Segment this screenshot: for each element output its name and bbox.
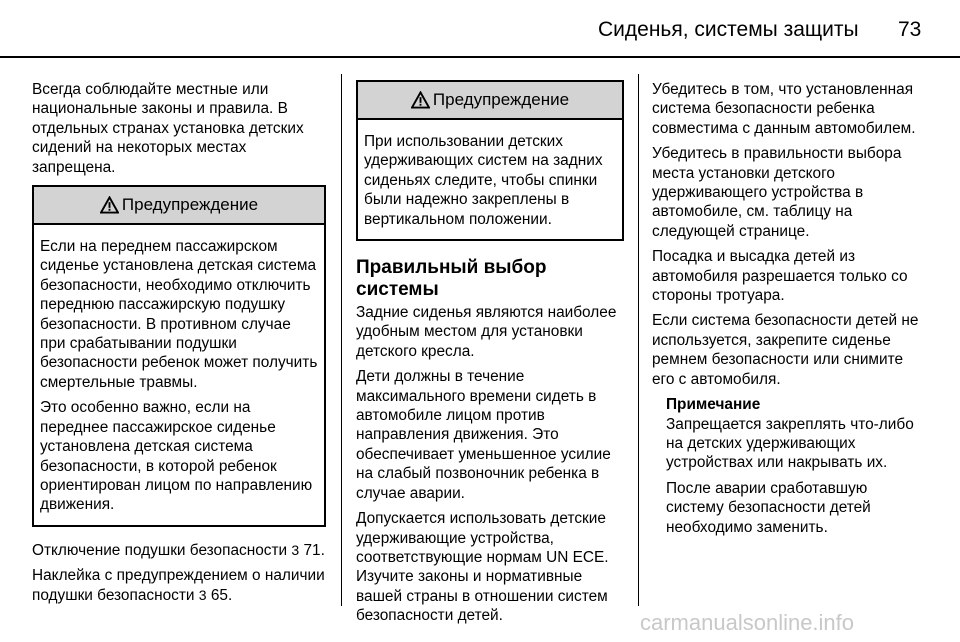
column-2 [356, 80, 624, 632]
warning-triangle-icon [100, 196, 119, 214]
airbag-deactivation-reference: Отключение подушки безопасности 3 71. [32, 541, 325, 559]
paragraph-seat-position: Убедитесь в правильности выбора места установки детского удерживающего устройства в автомобиле, см. таблицу на следующей странице. [652, 145, 902, 240]
note-block [652, 395, 928, 537]
reference-page: 71. [303, 541, 325, 559]
page-header [0, 0, 960, 60]
page-reference-arrow-icon: 3 [198, 586, 207, 603]
warning-triangle-icon [411, 91, 430, 109]
warning-header [34, 187, 324, 225]
column-divider-1 [341, 74, 342, 606]
paragraph-rear-seats: Задние сиденья являются наиболее удобным местом для установки детского кресла. [356, 304, 617, 360]
page-number: 73 [898, 18, 922, 41]
paragraph-rear-facing: Дети должны в течение максимального времени сидеть в автомобиле лицом против направления движения. Это обеспечивает уменьшенное усилие на слабый позвоночник ребенка в случае аварии. [356, 368, 611, 502]
warning-body [358, 120, 622, 239]
paragraph-unused-system: Если система безопасности детей не используется, закрепите сиденье ремнем безопасности или снимите его с автомобиля. [652, 312, 919, 388]
reference-page: 65. [210, 586, 233, 604]
section-heading: Правильный выбор системы [356, 257, 547, 301]
warning-paragraph-2: Это особенно важно, если на переднее пассажирское сиденье установлена детская система безопасности, в которой ребенок ориентирован лицом по направлению движения. [40, 399, 313, 514]
note-paragraph-1: Запрещается закреплять что-либо на детских удерживающих устройствах или накрывать их. [666, 415, 914, 472]
note-paragraph-2: После аварии сработавшую систему безопасности детей необходимо заменить. [666, 479, 871, 536]
airbag-label-reference: Наклейка с предупреждением о наличии подушки безопасности 3 65. [32, 567, 325, 604]
paragraph-compatibility: Убедитесь в том, что установленная система безопасности ребенка совместима с данным автомобилем. [652, 81, 916, 137]
note-title: Примечание [666, 396, 761, 414]
intro-paragraph: Всегда соблюдайте местные или национальные законы и правила. В отдельных странах установка детских сидений на некоторых местах запрещена. [32, 81, 304, 176]
paragraph-boarding: Посадка и высадка детей из автомобиля разрешается только со стороны тротуара. [652, 248, 908, 305]
header-rule [0, 56, 960, 58]
column-1 [32, 80, 326, 611]
warning-header [358, 82, 622, 120]
warning-paragraph-1: Если на переднем пассажирском сиденье установлена детская система безопасности, необходимо отключить переднюю пассажирскую подушку безопасности. В противном случае при срабатывании подушки безопасности ребенок может получить смертельные травмы. [40, 238, 318, 391]
column-divider-2 [638, 74, 639, 606]
warning-box-front-seat [32, 185, 326, 527]
warning-box-rear-seats [356, 80, 624, 241]
paragraph-un-ece: Допускается использовать детские удерживающие устройства, соответствующие нормам UN ECE. Изучите законы и нормативные вашей страны в отношении систем безопасности детей. [356, 510, 609, 625]
column-3 [652, 80, 928, 543]
header-title: Сиденья, системы защиты [598, 18, 859, 41]
warning-paragraph-1: При использовании детских удерживающих систем на задних сиденьях следите, чтобы спинки были надежно закреплены в вертикальном положении. [364, 133, 603, 228]
warning-title: Предупреждение [121, 195, 259, 215]
watermark: carmanualsonline.info [640, 610, 855, 635]
warning-title: Предупреждение [432, 90, 570, 110]
warning-body [34, 225, 324, 525]
page-reference-arrow-icon: 3 [291, 541, 300, 558]
